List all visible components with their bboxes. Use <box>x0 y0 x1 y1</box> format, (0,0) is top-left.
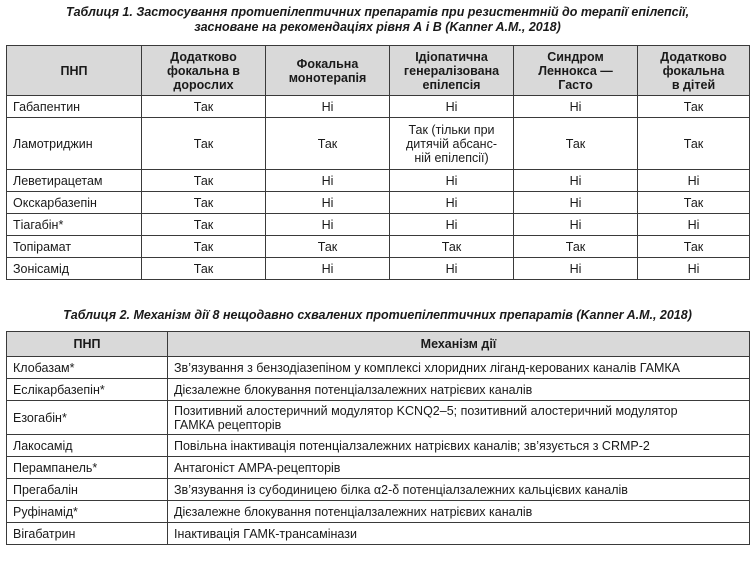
cell-text: Так <box>317 136 338 151</box>
cell-text: Окскарбазепін <box>13 195 97 210</box>
table-cell <box>168 435 750 457</box>
cell-text: Топірамат <box>13 239 72 254</box>
cell-text: Механізм дії <box>420 337 497 351</box>
table-cell <box>142 214 266 236</box>
cell-text: ній епілепсії) <box>414 150 489 165</box>
table-row <box>7 258 750 280</box>
cell-text: Ні <box>687 217 700 232</box>
table-cell <box>638 258 750 280</box>
cell-text: Ні <box>321 261 334 276</box>
cell-text: Антагоніст АМРА-рецепторів <box>174 460 341 475</box>
cell-text: Так <box>683 136 704 151</box>
table-cell <box>638 192 750 214</box>
cell-text: Так (тільки при <box>408 122 495 137</box>
cell-text: Лакосамід <box>13 438 73 453</box>
table1-body <box>7 96 750 280</box>
table-cell <box>390 214 514 236</box>
table-cell <box>266 96 390 118</box>
table-cell <box>638 236 750 258</box>
table-cell <box>514 258 638 280</box>
cell-text: Габапентин <box>13 99 81 114</box>
table-cell <box>390 236 514 258</box>
cell-text: Ні <box>569 195 582 210</box>
cell-text: Так <box>683 99 704 114</box>
table-cell <box>168 401 750 435</box>
table-cell <box>514 96 638 118</box>
drug-name-cell <box>7 258 142 280</box>
cell-text: Так <box>193 136 214 151</box>
table-cell <box>638 214 750 236</box>
drug-name-cell <box>7 435 168 457</box>
cell-text: Так <box>193 99 214 114</box>
table-row <box>7 236 750 258</box>
table1 <box>6 45 750 280</box>
cell-text: епілепсія <box>422 77 481 92</box>
cell-text: Зонісамід <box>13 261 70 276</box>
table-row <box>7 214 750 236</box>
drug-name-cell <box>7 236 142 258</box>
cell-text: Перампанель* <box>13 460 98 475</box>
cell-text: Так <box>441 239 462 254</box>
cell-text: Зв’язування із субодиницею білка α2-δ потенціалзалежних кальцієвих каналів <box>174 482 628 497</box>
cell-text: Ні <box>445 195 458 210</box>
cell-text: Ні <box>321 195 334 210</box>
drug-name-cell <box>7 479 168 501</box>
table-cell <box>142 192 266 214</box>
cell-text: Додатково <box>170 49 237 64</box>
table-row <box>7 170 750 192</box>
cell-text: Так <box>565 136 586 151</box>
drug-name-cell <box>7 118 142 170</box>
table1-header-cell <box>7 46 142 96</box>
table-row <box>7 96 750 118</box>
table-row <box>7 357 750 379</box>
cell-text: Додатково <box>660 49 727 64</box>
cell-text: Зв’язування з бензодіазепіном у комплексі хлоридних ліганд-керованих каналів ГАМКА <box>174 360 681 375</box>
drug-name-cell <box>7 192 142 214</box>
table1-header-cell <box>142 46 266 96</box>
cell-text: Повільна інактивація потенціалзалежних натрієвих каналів; зв’язується з CRMP-2 <box>174 438 650 453</box>
table-cell <box>266 214 390 236</box>
table2 <box>6 331 750 545</box>
cell-text: Ні <box>569 173 582 188</box>
cell-text: Ні <box>445 217 458 232</box>
cell-text: Так <box>565 239 586 254</box>
table-cell <box>168 457 750 479</box>
table2-header-cell <box>7 332 168 357</box>
drug-name-cell <box>7 170 142 192</box>
cell-text: Леннокса — <box>538 63 613 78</box>
cell-text: Ні <box>445 99 458 114</box>
table-cell <box>266 236 390 258</box>
cell-text: Клобазам* <box>13 360 75 375</box>
table2-caption: Таблиця 2. Механізм дії 8 нещодавно схвалених протиепілептичних препаратів (Kanner A.M., 2018) <box>63 308 692 322</box>
cell-text: в дітей <box>671 77 716 92</box>
cell-text: фокальна <box>662 63 725 78</box>
cell-text: Так <box>193 261 214 276</box>
table-cell <box>514 118 638 170</box>
table-cell <box>168 379 750 401</box>
table-cell <box>266 170 390 192</box>
cell-text: Тіагабін* <box>13 217 64 232</box>
drug-name-cell <box>7 357 168 379</box>
cell-text: Дієзалежне блокування потенціалзалежних натрієвих каналів <box>174 382 533 397</box>
table-cell <box>390 96 514 118</box>
cell-text: Ні <box>569 261 582 276</box>
table2-body <box>7 357 750 545</box>
cell-text: Ні <box>321 99 334 114</box>
cell-text: Фокальна <box>296 56 359 71</box>
cell-text: Так <box>683 195 704 210</box>
table-row <box>7 118 750 170</box>
table1-header-cell <box>514 46 638 96</box>
table1-header-cell <box>390 46 514 96</box>
table1-header-row <box>7 46 750 96</box>
cell-text: ПНП <box>73 337 101 351</box>
cell-text: Так <box>193 173 214 188</box>
table-row <box>7 192 750 214</box>
cell-text: Ідіопатична <box>415 49 488 64</box>
cell-text: Так <box>193 217 214 232</box>
drug-name-cell <box>7 401 168 435</box>
cell-text: Ні <box>445 173 458 188</box>
table-row <box>7 435 750 457</box>
table-cell <box>514 236 638 258</box>
table-cell <box>390 258 514 280</box>
table-cell <box>142 236 266 258</box>
table-cell <box>638 170 750 192</box>
cell-text: Езогабін* <box>13 410 67 425</box>
cell-text: Ні <box>569 99 582 114</box>
cell-text: Так <box>193 195 214 210</box>
table2-header-row <box>7 332 750 357</box>
cell-text: Інактивація ГАМК-трансамінази <box>174 526 357 541</box>
table-row <box>7 501 750 523</box>
drug-name-cell <box>7 501 168 523</box>
drug-name-cell <box>7 457 168 479</box>
table-cell <box>142 170 266 192</box>
table-row <box>7 479 750 501</box>
table-cell <box>142 258 266 280</box>
cell-text: Ні <box>687 173 700 188</box>
table1-caption-line1: Таблиця 1. Застосування протиепілептичних препаратів при резистентній до терапії епілепсії, <box>65 5 690 19</box>
table-cell <box>266 118 390 170</box>
drug-name-cell <box>7 523 168 545</box>
cell-text: монотерапія <box>288 70 367 85</box>
table-cell <box>168 523 750 545</box>
table-cell <box>142 96 266 118</box>
table-cell <box>168 479 750 501</box>
table-cell <box>514 192 638 214</box>
cell-text: Ні <box>321 217 334 232</box>
table-cell <box>142 118 266 170</box>
table2-header-cell <box>168 332 750 357</box>
table-cell <box>266 192 390 214</box>
cell-text: Дієзалежне блокування потенціалзалежних натрієвих каналів <box>174 504 533 519</box>
cell-text: дорослих <box>173 77 234 92</box>
table-row <box>7 457 750 479</box>
table-cell <box>266 258 390 280</box>
table-cell <box>514 214 638 236</box>
cell-text: Еслікарбазепін* <box>13 382 105 397</box>
table-cell <box>390 192 514 214</box>
table1-header-cell <box>266 46 390 96</box>
cell-text: Вігабатрин <box>13 526 76 541</box>
cell-text: Так <box>683 239 704 254</box>
cell-text: Руфінамід* <box>13 504 78 519</box>
cell-text: дитячій абсанс- <box>405 136 497 151</box>
cell-text: Ні <box>445 261 458 276</box>
table-cell <box>514 170 638 192</box>
cell-text: Так <box>317 239 338 254</box>
cell-text: генералізована <box>403 63 500 78</box>
table-cell <box>168 501 750 523</box>
drug-name-cell <box>7 214 142 236</box>
table-cell <box>168 357 750 379</box>
cell-text: Синдром <box>547 49 604 64</box>
cell-text: Гасто <box>558 77 593 92</box>
table1-caption-line2: засноване на рекомендаціях рівня А і В (Kanner A.M., 2018) <box>194 20 561 34</box>
table1-header-cell <box>638 46 750 96</box>
table-cell <box>638 96 750 118</box>
drug-name-cell <box>7 379 168 401</box>
table-cell <box>390 170 514 192</box>
table-row <box>7 523 750 545</box>
table1-caption <box>0 5 755 35</box>
cell-text: Ламотриджин <box>13 136 93 151</box>
cell-text: Ні <box>569 217 582 232</box>
table-cell <box>638 118 750 170</box>
cell-text: Позитивний алостеричний модулятор KCNQ2–5; позитивний алостеричний модулятор <box>174 403 678 418</box>
cell-text: Прегабалін <box>13 482 78 497</box>
table-row <box>7 379 750 401</box>
table-cell <box>390 118 514 170</box>
cell-text: Так <box>193 239 214 254</box>
drug-name-cell <box>7 96 142 118</box>
cell-text: фокальна в <box>167 63 240 78</box>
cell-text: Ні <box>321 173 334 188</box>
cell-text: Леветирацетам <box>13 173 103 188</box>
cell-text: ПНП <box>60 63 88 78</box>
cell-text: ГАМКА рецепторів <box>174 417 282 432</box>
cell-text: Ні <box>687 261 700 276</box>
table-row <box>7 401 750 435</box>
